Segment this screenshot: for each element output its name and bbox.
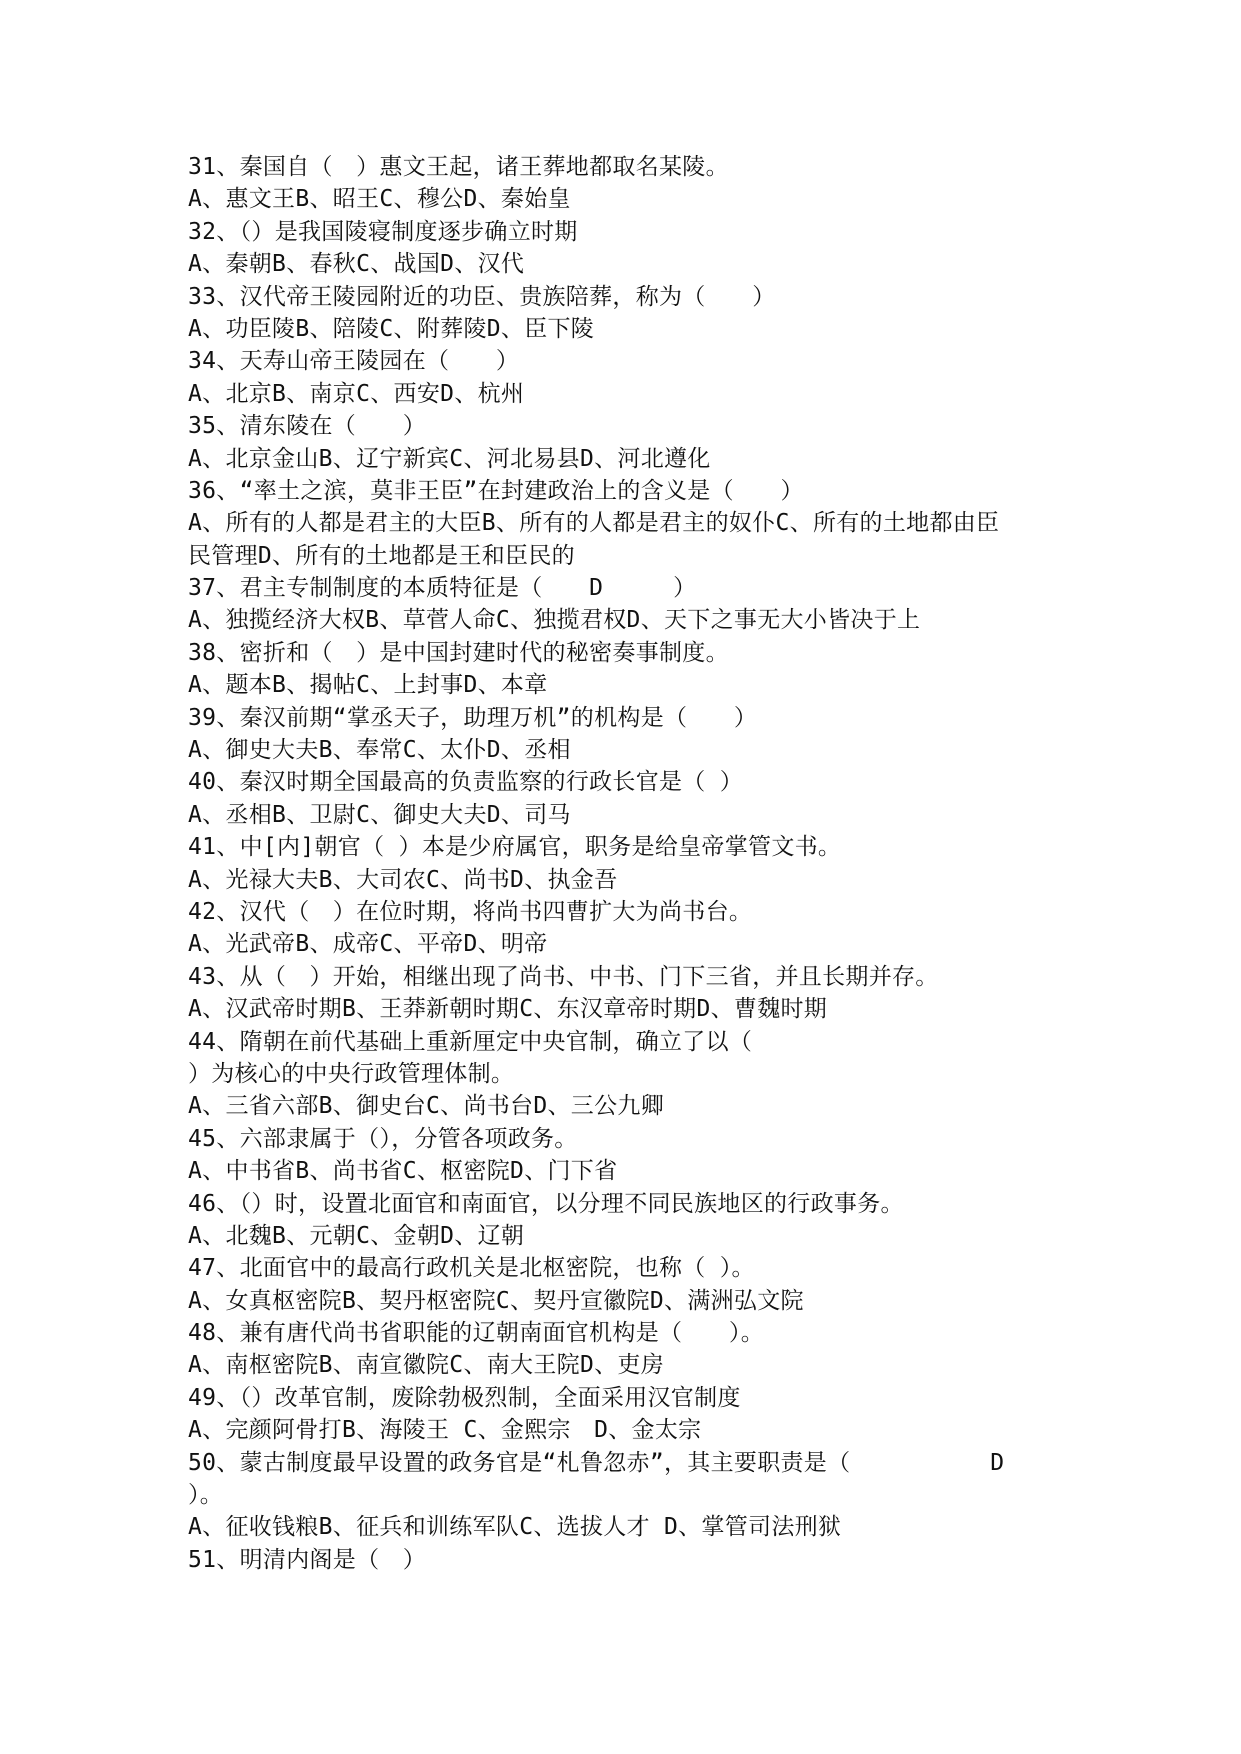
options-39: A、御史大夫B、奉常C、太仆D、丞相 (188, 737, 571, 764)
question-46: 46、（）时，设置北面官和南面官，以分理不同民族地区的行政事务。 (188, 1190, 904, 1217)
question-35: 35、清东陵在（ ） (188, 413, 426, 440)
question-31: 31、秦国自（ ）惠文王起，诸王葬地都取名某陵。 (188, 154, 729, 180)
question-36: 36、“率土之滨，莫非王臣”在封建政治上的含义是（ ） (188, 477, 804, 504)
question-41: 41、中[内]朝官（ ）本是少府属官，职务是给皇帝掌管文书。 (188, 834, 842, 861)
question-48: 48、兼有唐代尚书省职能的辽朝南面官机构是（ ）。 (188, 1320, 764, 1347)
question-38: 38、密折和（ ）是中国封建时代的秘密奏事制度。 (188, 639, 729, 666)
options-49: A、完颜阿骨打B、海陵王 C、金熙宗 D、金太宗 (188, 1417, 702, 1444)
options-32: A、秦朝B、春秋C、战国D、汉代 (188, 251, 525, 278)
question-50-continued: ）。 (188, 1482, 224, 1509)
question-42: 42、汉代（ ）在位时期，将尚书四曹扩大为尚书台。 (188, 898, 753, 925)
options-41: A、光禄大夫B、大司农C、尚书D、执金吾 (188, 866, 618, 893)
options-35: A、北京金山B、辽宁新宾C、河北易县D、河北遵化 (188, 445, 711, 472)
question-44: 44、隋朝在前代基础上重新厘定中央官制，确立了以（ (188, 1028, 753, 1055)
question-37: 37、君主专制制度的本质特征是（ D ） (188, 575, 697, 602)
question-40: 40、秦汉时期全国最高的负责监察的行政长官是（ ） (188, 769, 744, 796)
question-45: 45、六部隶属于（），分管各项政务。 (188, 1125, 578, 1152)
question-32: 32、（）是我国陵寝制度逐步确立时期 (188, 218, 578, 245)
options-36-continued: 民管理D、所有的土地都是王和臣民的 (188, 542, 575, 569)
question-51: 51、明清内阁是（ ） (188, 1546, 426, 1573)
options-34: A、北京B、南京C、西安D、杭州 (188, 380, 525, 407)
question-44-continued: ）为核心的中央行政管理体制。 (188, 1060, 515, 1087)
options-31: A、惠文王B、昭王C、穆公D、秦始皇 (188, 186, 571, 213)
question-34: 34、天寿山帝王陵园在（ ） (188, 348, 520, 375)
options-43: A、汉武帝时期B、王莽新朝时期C、东汉章帝时期D、曹魏时期 (188, 996, 828, 1023)
document-body (188, 151, 1068, 1576)
question-39: 39、秦汉前期“掌丞天子，助理万机”的机构是（ ） (188, 704, 758, 731)
question-50: 50、蒙古制度最早设置的政务官是“札鲁忽赤”，其主要职责是（ D (188, 1449, 1005, 1476)
options-50: A、征收钱粮B、征兵和训练军队C、选拔人才 D、掌管司法刑狱 (188, 1514, 842, 1541)
question-49: 49、（）改革官制，废除勃极烈制，全面采用汉官制度 (188, 1384, 741, 1411)
options-36: A、所有的人都是君主的大臣B、所有的人都是君主的奴仆C、所有的土地都由臣 (188, 510, 1000, 537)
question-47: 47、北面官中的最高行政机关是北枢密院，也称（ ）。 (188, 1255, 755, 1282)
options-46: A、北魏B、元朝C、金朝D、辽朝 (188, 1222, 525, 1249)
options-37: A、独揽经济大权B、草菅人命C、独揽君权D、天下之事无大小皆决于上 (188, 607, 921, 634)
options-44: A、三省六部B、御史台C、尚书台D、三公九卿 (188, 1093, 664, 1120)
options-48: A、南枢密院B、南宣徽院C、南大王院D、吏房 (188, 1352, 664, 1379)
options-40: A、丞相B、卫尉C、御史大夫D、司马 (188, 801, 571, 828)
options-33: A、功臣陵B、陪陵C、附葬陵D、臣下陵 (188, 315, 595, 342)
options-42: A、光武帝B、成帝C、平帝D、明帝 (188, 931, 548, 958)
options-45: A、中书省B、尚书省C、枢密院D、门下省 (188, 1158, 618, 1185)
options-47: A、女真枢密院B、契丹枢密院C、契丹宣徽院D、满洲弘文院 (188, 1287, 804, 1314)
question-43: 43、从（ ）开始，相继出现了尚书、中书、门下三省，并且长期并存。 (188, 963, 939, 990)
question-33: 33、汉代帝王陵园附近的功臣、贵族陪葬，称为（ ） (188, 283, 776, 310)
options-38: A、题本B、揭帖C、上封事D、本章 (188, 672, 548, 699)
